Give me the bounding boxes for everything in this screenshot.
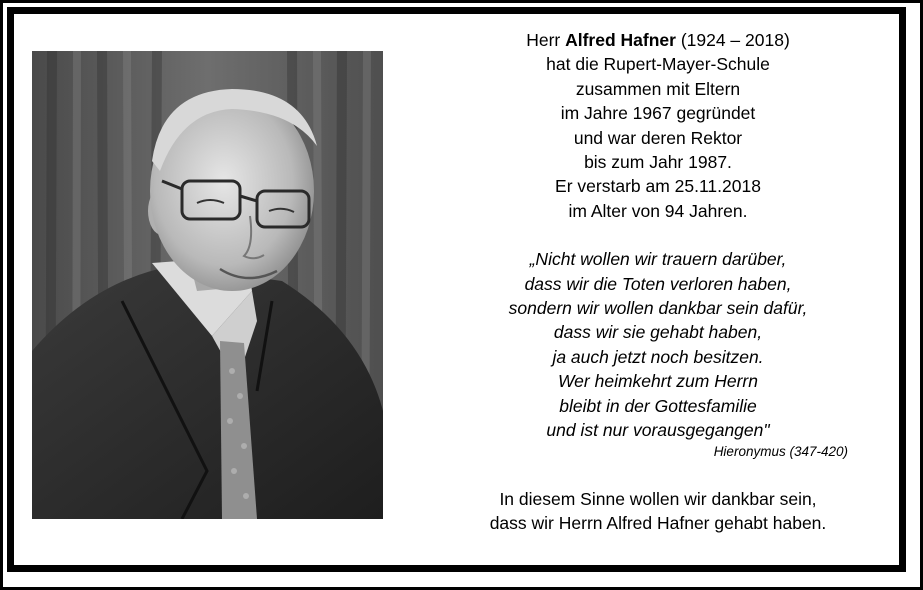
memorial-text <box>440 28 876 535</box>
quote-line: dass wir die Toten verloren haben, <box>524 273 792 294</box>
quote-block <box>440 247 876 442</box>
quote-attribution: Hieronymus (347-420) <box>713 443 848 459</box>
spacer <box>440 223 876 247</box>
quote-line: sondern wir wollen dankbar sein dafür, <box>508 298 808 319</box>
closing-block <box>440 487 876 536</box>
intro-line: bis zum Jahr 1987. <box>584 152 732 173</box>
quote-line: „Nicht wollen wir trauern darüber, <box>529 249 787 270</box>
quote-line: Wer heimkehrt zum Herrn <box>557 371 758 392</box>
intro-line: Er verstarb am 25.11.2018 <box>555 176 761 197</box>
portrait-illustration <box>32 51 383 519</box>
quote-line: ja auch jetzt noch besitzen. <box>552 346 764 367</box>
intro-line: im Alter von 94 Jahren. <box>568 200 748 221</box>
intro-line: und war deren Rektor <box>573 127 743 148</box>
intro-line: hat die Rupert-Mayer-Schule <box>546 54 770 75</box>
quote-line: und ist nur vorausgegangen" <box>546 420 770 441</box>
intro-line: zusammen mit Eltern <box>575 78 741 99</box>
intro-heading <box>440 28 876 52</box>
portrait-photo <box>32 51 383 519</box>
intro-prefix: Herr <box>526 30 566 50</box>
intro-line: im Jahre 1967 gegründet <box>560 103 756 124</box>
life-dates: (1924 – 2018) <box>675 30 790 50</box>
closing-line: dass wir Herrn Alfred Hafner gehabt haben. <box>489 512 827 533</box>
closing-line: In diesem Sinne wollen wir dankbar sein, <box>499 488 817 509</box>
quote-line: dass wir sie gehabt haben, <box>553 322 763 343</box>
quote-line: bleibt in der Gottesfamilie <box>559 395 757 416</box>
honoree-name: Alfred Hafner <box>565 30 676 50</box>
